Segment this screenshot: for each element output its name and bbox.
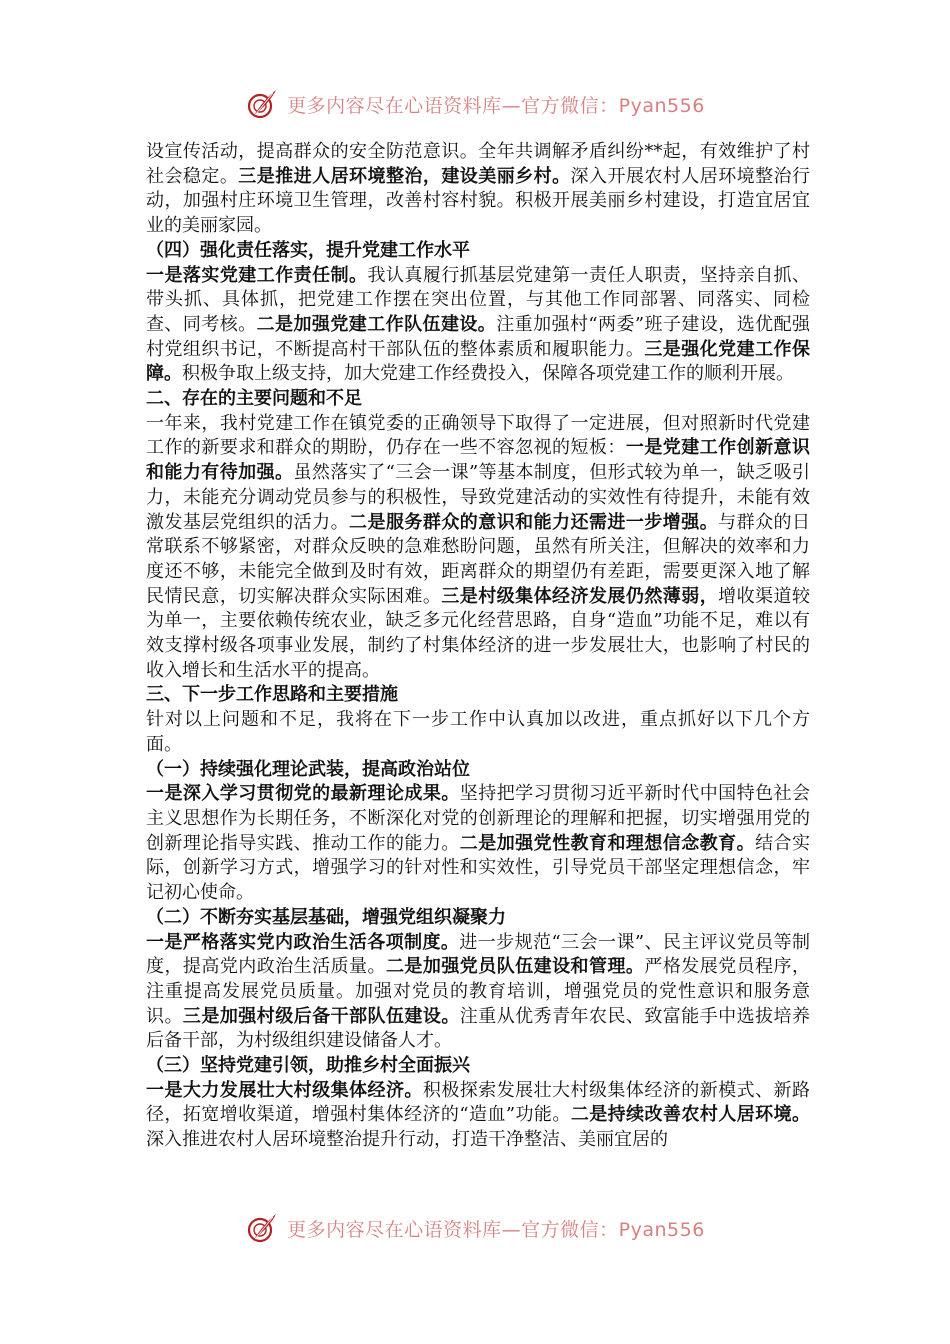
- quill-logo-icon: [245, 1211, 279, 1245]
- text-run: 结合实际，创新学习方式，增强学习的针对性和实效性，引导党员干部坚定理想信念，牢记初心使命。: [146, 832, 811, 904]
- bold-text-run: 一是落实党建工作责任制。: [146, 264, 368, 286]
- text-run: 虽然落实了“三会一课”等基本制度，但形式较为单一，缺乏吸引力，未能充分调动党员参与的积极性，导致党建活动的实效性有待提升，未能有效激发基层党组织的活力。: [146, 462, 810, 533]
- bold-text-run: 二、存在的主要问题和不足: [146, 388, 362, 410]
- text-run: 进一步规范“三会一课”、民主评议党员等制度，提高党内政治生活质量。: [146, 931, 811, 978]
- text-run: 积极争取上级支持，加大党建工作经费投入，保障各项党建工作的顺利开展。: [182, 363, 794, 385]
- body-paragraph: [146, 931, 810, 1055]
- text-run: 严格发展党员程序，注重提高发展党员质量。加强对党员的教育培训，增强党员的党性意识和服务意识。: [146, 956, 811, 1027]
- bold-text-run: 一是大力发展壮大村级集体经济。: [146, 1079, 423, 1101]
- bold-text-run: 三是推进人居环境整治，建设美丽乡村。: [238, 165, 571, 187]
- text-run: 深入推进农村人居环境整治提升行动，打造干净整洁、美丽宜居的: [146, 1129, 668, 1151]
- body-paragraph: [146, 264, 810, 388]
- bold-text-run: （三）坚持党建引领，助推乡村全面振兴: [146, 1055, 470, 1077]
- watermark-text: 更多内容尽在心语资料库—官方微信：Pyan556: [287, 94, 705, 117]
- section-heading: [146, 906, 810, 931]
- text-run: 注重从优秀青年农民、致富能手中选拔培养后备干部，为村级组织建设储备人才。: [146, 1005, 811, 1052]
- section-heading: [146, 387, 810, 412]
- text-run: 针对以上问题和不足，我将在下一步工作中认真加以改进，重点抓好以下几个方面。: [146, 709, 810, 755]
- text-run: 深入开展农村人居环境整治行动，加强村庄环境卫生管理，改善村容村貌。积极开展美丽乡村建设，打造宜居宜业的美丽家园。: [146, 165, 811, 237]
- body-paragraph: [146, 782, 810, 906]
- bold-text-run: 二是加强党建工作队伍建设。: [256, 313, 497, 335]
- top-watermark: [0, 84, 950, 124]
- body-paragraph: [146, 140, 810, 239]
- bold-text-run: 三是强化党建工作保障。: [146, 338, 811, 385]
- text-run: 与群众的日常联系不够紧密，对群众反映的急难愁盼问题，虽然有所关注，但解决的效率和力度还不够，未能完全做到及时有效，距离群众的期望仍有差距，需要更深入地了解民情民意，切实解决群众实际困难。: [146, 511, 811, 607]
- bold-text-run: 二是加强党员队伍建设和管理。: [385, 956, 645, 978]
- text-run: 设宣传活动，提高群众的安全防范意识。全年共调解矛盾纠纷**起，有效维护了村社会稳定。: [146, 141, 810, 187]
- text-run: 增收渠道较为单一，主要依赖传统农业，缺乏多元化经营思路，自身“造血”功能不足，难以有效支撑村级各项事业发展，制约了村集体经济的进一步发展壮大，也影响了村民的收入增长和生活水平的提高。: [146, 585, 811, 681]
- bold-text-run: 一是党建工作创新意识和能力有待加强。: [146, 437, 811, 484]
- bold-text-run: （二）不断夯实基层基础，增强党组织凝聚力: [146, 906, 506, 928]
- bold-text-run: （四）强化责任落实，提升党建工作水平: [146, 239, 470, 261]
- bold-text-run: 三是加强村级后备干部队伍建设。: [182, 1005, 460, 1027]
- bottom-watermark: [0, 1208, 950, 1248]
- text-run: 坚持把学习贯彻习近平新时代中国特色社会主义思想作为长期任务，不断深化对党的创新理论的理解和把握，切实增强用党的创新理论指导实践、推动工作的能力。: [146, 783, 811, 854]
- bold-text-run: 一是深入学习贯彻党的最新理论成果。: [146, 783, 460, 805]
- bold-text-run: 二是持续改善农村人居环境。: [570, 1104, 811, 1126]
- body-paragraph: [146, 412, 810, 684]
- text-run: 注重加强村“两委”班子建设，选优配强村党组织书记，不断提高村干部队伍的整体素质和履职能力。: [146, 313, 811, 360]
- bold-text-run: 三是村级集体经济发展仍然薄弱，: [441, 585, 719, 607]
- section-heading: [146, 758, 810, 783]
- body-paragraph: [146, 708, 810, 757]
- section-heading: [146, 239, 810, 264]
- document-body: [146, 140, 810, 1153]
- bold-text-run: 二是服务群众的意识和能力还需进一步增强。: [349, 511, 719, 533]
- text-run: 一年来，我村党建工作在镇党委的正确领导下取得了一定进展，但对照新时代党建工作的新要求和群众的期盼，仍存在一些不容忽视的短板：: [146, 412, 810, 459]
- bold-text-run: （一）持续强化理论武装，提高政治站位: [146, 758, 470, 780]
- section-heading: [146, 683, 810, 708]
- section-heading: [146, 1054, 810, 1079]
- body-paragraph: [146, 1079, 810, 1153]
- bold-text-run: 二是加强党性教育和理想信念教育。: [459, 832, 756, 854]
- text-run: 我认真履行抓基层党建第一责任人职责，坚持亲自抓、带头抓、具体抓，把党建工作摆在突出位置，与其他工作同部署、同落实、同检查、同考核。: [146, 264, 810, 335]
- watermark-text: 更多内容尽在心语资料库—官方微信：Pyan556: [287, 1218, 705, 1241]
- bold-text-run: 一是严格落实党内政治生活各项制度。: [146, 931, 460, 953]
- bold-text-run: 三、下一步工作思路和主要措施: [146, 684, 398, 706]
- quill-logo-icon: [245, 87, 279, 121]
- text-run: 积极探索发展壮大村级集体经济的新模式、新路径，拓宽增收渠道，增强村集体经济的“造血”功能。: [146, 1079, 811, 1126]
